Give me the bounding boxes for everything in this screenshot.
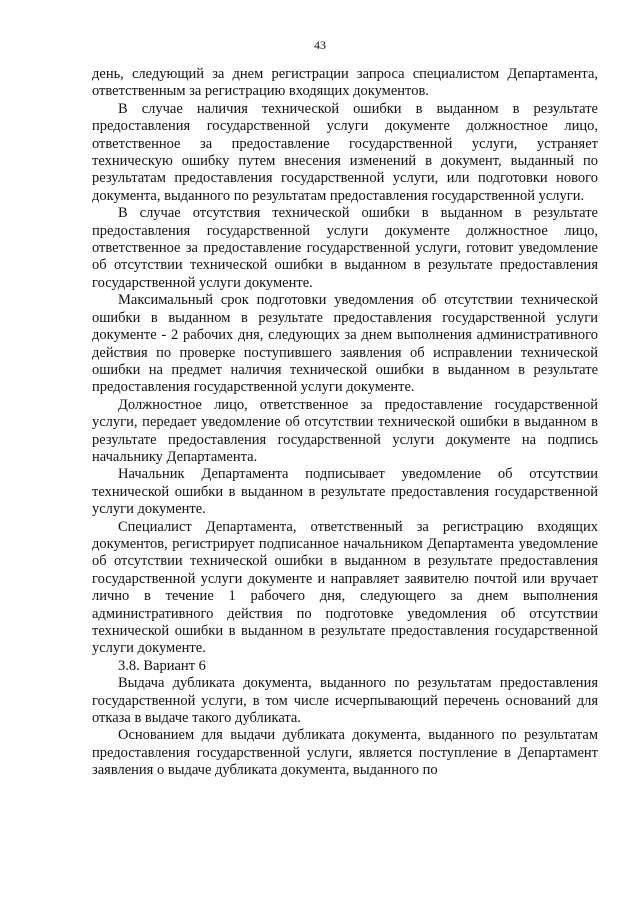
paragraph-6: Начальник Департамента подписывает уведомление об отсутствии технической ошибки в выданном в результате предоставления государственной услуги документе. — [92, 466, 598, 518]
section-heading: 3.8. Вариант 6 — [118, 657, 206, 674]
section-paragraph-1: Выдача дубликата документа, выданного по результатам предоставления государственной услуги, в том числе исчерпывающий перечень оснований для отказа в выдаче такого дубликата. — [92, 675, 598, 727]
document-body — [92, 66, 598, 780]
paragraph-7: Специалист Департамента, ответственный за регистрацию входящих документов, регистрирует подписанное начальником Департамента уведомление об отсутствии технической ошибки в выданном в результате предоставления государственной услуги документе и направляет заявителю почтой или вручает лично в течение 1 рабочего дня, следующего за днем выполнения административного действия по подготовке уведомления об отсутствии технической ошибки в выданном в результате предоставления государственной услуги документе. — [92, 518, 598, 657]
paragraph-4: Максимальный срок подготовки уведомления об отсутствии технической ошибки в выданном в результате предоставления государственной услуги документе - 2 рабочих дня, следующих за днем выполнения административного действия по проверке поступившего заявления об исправлении технической ошибки на предмет наличия технической ошибки в выданном в результате предоставления государственной услуги документе. — [92, 292, 598, 396]
paragraph-5: Должностное лицо, ответственное за предоставление государственной услуги, передает уведомление об отсутствии технической ошибки в выданном в результате предоставления государственной услуги документе на подпись начальнику Департамента. — [92, 396, 598, 465]
section-paragraph-2: Основанием для выдачи дубликата документа, выданного по результатам предоставления государственной услуги, является поступление в Департамент заявления о выдаче дубликата документа, выданного по — [92, 727, 598, 779]
page-number: 43 — [314, 38, 326, 52]
paragraph-1: день, следующий за днем регистрации запроса специалистом Департамента, ответственным за регистрацию входящих документов. — [92, 66, 598, 100]
paragraph-2: В случае наличия технической ошибки в выданном в результате предоставления государственной услуги документе должностное лицо, ответственное за предоставление государственной услуги, устраняет техническую ошибку путем внесения изменений в документ, выданный по результатам предоставления государственной услуги, или подготовки нового документа, выданного по результатам предоставления государственной услуги. — [92, 100, 598, 204]
paragraph-3: В случае отсутствия технической ошибки в выданном в результате предоставления государственной услуги документе должностное лицо, ответственное за предоставление государственной услуги, готовит уведомление об отсутствии технической ошибки в выданном в результате предоставления государственной услуги документе. — [92, 205, 598, 291]
